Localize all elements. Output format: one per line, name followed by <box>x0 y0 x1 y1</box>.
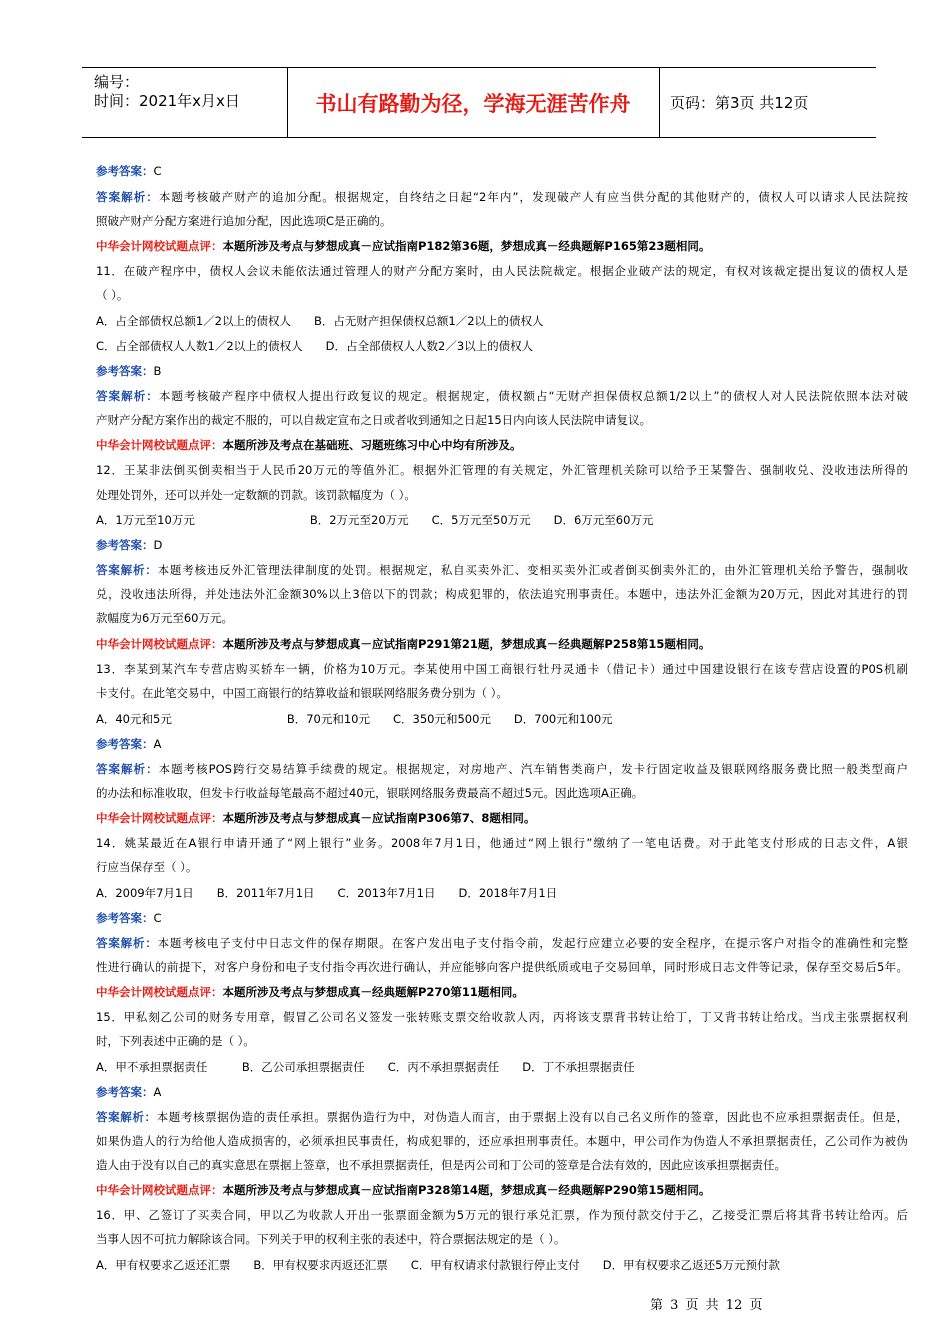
line-text: C <box>153 911 162 925</box>
text-line <box>96 909 162 927</box>
text-line <box>96 1181 710 1199</box>
line-text: 兑，没收违法所得，并处违法外汇金额30%以上3倍以下的罚款；构成犯罪的，依法追究刑事责任。本题中，违法外汇金额为20万元，因此对其进行的罚 <box>96 587 908 601</box>
line-text: A <box>153 1085 162 1099</box>
text-line <box>96 511 653 529</box>
line-text: A．甲不承担票据责任 B．乙公司承担票据责任 C．丙不承担票据责任 D．丁不承担票据责任 <box>96 1060 635 1074</box>
line-text: 的办法和标准收取，但发卡行收益每笔最高不超过40元，银联网络服务费最高不超过5元。因此选项A正确。 <box>96 786 644 800</box>
text-line <box>96 1206 908 1224</box>
text-line <box>96 934 908 952</box>
line-text: A．2009年7月1日 B．2011年7月1日 C．2013年7月1日 D．2018年7月1日 <box>96 886 558 900</box>
line-text: 本题考核票据伪造的责任承担。票据伪造行为中，对伪造人而言，由于票据上没有以自己名义所作的签章，因此也不应承担票据责任。但是， <box>156 1110 909 1124</box>
answer-label: 答案解析： <box>96 936 158 950</box>
text-line <box>96 809 535 827</box>
line-text: 时，下列表述中正确的是（ ）。 <box>96 1034 255 1048</box>
line-text: A．40元和5元 B．70元和10元 C．350元和500元 D．700元和100元 <box>96 712 613 726</box>
line-text: 当事人因不可抗力解除该合同。下列关于甲的权利主张的表述中，符合票据法规定的是（ ）。 <box>96 1232 566 1246</box>
line-text: A．占全部债权总额1／2以上的债权人 B．占无财产担保债权总额1／2以上的债权人 <box>96 314 544 328</box>
line-text: 本题考核破产财产的追加分配。根据规定，自终结之日起“2年内”，发现破产人有应当供分配的其他财产的，债权人可以请求人民法院按 <box>158 190 909 204</box>
text-line <box>96 237 710 255</box>
line-text: 本题所涉及考点与梦想成真－应试指南P306第7、8题相同。 <box>222 811 536 825</box>
answer-label: 参考答案： <box>96 1085 154 1099</box>
page-footer: 第 3 页 共 12 页 <box>650 1298 763 1313</box>
answer-label: 参考答案： <box>96 364 154 378</box>
text-line <box>96 286 128 304</box>
line-text: A．1万元至10万元 B．2万元至20万元 C．5万元至50万元 D．6万元至60万元 <box>96 513 654 527</box>
document-date: 时间：2021年x月x日 <box>94 92 240 110</box>
header-page-info: 页码：第3页 共12页 <box>670 94 809 112</box>
answer-label: 答案解析： <box>96 563 158 577</box>
text-line <box>96 337 533 355</box>
text-line <box>96 1132 908 1150</box>
line-text: A <box>153 737 162 751</box>
line-text: 13．李某到某汽车专营店购买轿车一辆，价格为10万元。李某使用中国工商银行牡丹灵通卡（借记卡）通过中国建设银行在该专营店设置的P0S机刷 <box>96 662 908 676</box>
line-text: 16．甲、乙签订了买卖合同，甲以乙为收款人开出一张票面金额为5万元的银行承兑汇票，作为预付款交付于乙，乙接受汇票后将其背书转让给丙。后 <box>96 1208 908 1222</box>
comment-label: 中华会计网校试题点评： <box>96 985 223 999</box>
answer-label: 答案解析： <box>96 1110 157 1124</box>
text-line <box>96 983 524 1001</box>
text-line <box>96 461 908 479</box>
line-text: 本题考核POS跨行交易结算手续费的规定。根据规定，对房地产、汽车销售类商户，发卡行固定收益及银联网络服务费比照一般类型商户 <box>158 762 909 776</box>
line-text: 本题所涉及考点与梦想成真－经典题解P270第11题相同。 <box>222 985 524 999</box>
text-line <box>96 1230 565 1248</box>
text-line <box>96 1256 780 1274</box>
line-text: 造人由于没有以自己的真实意思在票据上签章，也不承担票据责任，但是丙公司和丁公司的签章是合法有效的，因此应该承担票据责任。 <box>96 1158 786 1172</box>
text-line <box>96 858 197 876</box>
text-line <box>96 188 908 206</box>
text-line <box>96 387 908 405</box>
text-line <box>96 585 908 603</box>
answer-label: 参考答案： <box>96 164 154 178</box>
answer-label: 答案解析： <box>96 190 159 204</box>
line-text: A．甲有权要求乙返还汇票 B．甲有权要求丙返还汇票 C．甲有权请求付款银行停止支付 D．甲有权要求乙返还5万元预付款 <box>96 1258 780 1272</box>
line-text: 本题所涉及考点与梦想成真－应试指南P291第21题，梦想成真－经典题解P258第15题相同。 <box>222 637 711 651</box>
line-text: 14．姚某最近在A银行申请开通了“网上银行”业务。2008年7月1日，他通过“网上银行”缴纳了一笔电话费。对于此笔支付形成的日志文件，A银 <box>96 836 908 850</box>
comment-label: 中华会计网校试题点评： <box>96 811 223 825</box>
text-line <box>96 710 613 728</box>
text-line <box>96 684 508 702</box>
text-line <box>96 262 908 280</box>
line-text: 本题考核破产程序中债权人提出行政复议的规定。根据规定，债权额占“无财产担保债权总额1/2以上”的债权人对人民法院依照本法对破 <box>158 389 908 403</box>
line-text: 照破产财产分配方案进行追加分配，因此选项C是正确的。 <box>96 214 392 228</box>
text-line <box>96 958 908 976</box>
comment-label: 中华会计网校试题点评： <box>96 438 223 452</box>
text-line <box>96 784 643 802</box>
line-text: D <box>153 538 163 552</box>
header-motto: 书山有路勤为径，学海无涯苦作舟 <box>315 90 631 116</box>
text-line <box>96 760 908 778</box>
answer-label: 参考答案： <box>96 911 154 925</box>
text-line <box>96 834 908 852</box>
text-line <box>96 635 710 653</box>
line-text: 行应当保存至（ ）。 <box>96 860 198 874</box>
line-text: （ ）。 <box>96 288 129 302</box>
comment-label: 中华会计网校试题点评： <box>96 1183 223 1197</box>
text-line <box>96 312 544 330</box>
line-text: 本题所涉及考点与梦想成真－应试指南P182第36题，梦想成真－经典题解P165第23题相同。 <box>222 239 711 253</box>
line-text: 如果伪造人的行为给他人造成损害的，必须承担民事责任，构成犯罪的，还应承担刑事责任。本题中，甲公司作为伪造人不承担票据责任，乙公司作为被伪 <box>96 1134 908 1148</box>
text-line <box>96 486 416 504</box>
line-text: 款幅度为6万元至60万元。 <box>96 611 233 625</box>
header-divider <box>659 68 660 137</box>
comment-label: 中华会计网校试题点评： <box>96 239 223 253</box>
line-text: 12．王某非法倒买倒卖相当于人民币20万元的等值外汇。根据外汇管理的有关规定，外汇管理机关除可以给予王某警告、强制收兑、没收违法所得的 <box>96 463 908 477</box>
line-text: 产财产分配方案作出的裁定不服的，可以自裁定宣布之日或者收到通知之日起15日内向该人民法院申请复议。 <box>96 413 652 427</box>
line-text: 本题所涉及考点与梦想成真－应试指南P328第14题，梦想成真－经典题解P290第15题相同。 <box>222 1183 711 1197</box>
text-line <box>96 884 557 902</box>
text-line <box>96 212 392 230</box>
text-line <box>96 561 908 579</box>
header-meta <box>94 73 240 111</box>
text-line <box>96 1008 908 1026</box>
text-line <box>96 536 162 554</box>
text-line <box>96 362 161 380</box>
line-text: 本题考核违反外汇管理法律制度的处罚。根据规定，私自买卖外汇、变相买卖外汇或者倒买倒卖外汇的，由外汇管理机关给予警告，强制收 <box>157 563 908 577</box>
text-line <box>96 735 161 753</box>
line-text: 性进行确认的前提下，对客户身份和电子支付指令再次进行确认，并应能够向客户提供纸质或电子交易回单，同时形成日志文件等记录，保存至交易后5年。 <box>96 960 908 974</box>
answer-label: 参考答案： <box>96 538 154 552</box>
document-number-label: 编号： <box>94 73 140 91</box>
line-text: 11．在破产程序中，债权人会议未能依法通过管理人的财产分配方案时，由人民法院裁定。根据企业破产法的规定，有权对该裁定提出复议的债权人是 <box>96 264 908 278</box>
text-line <box>96 1083 161 1101</box>
text-line <box>96 411 651 429</box>
text-line <box>96 1108 908 1126</box>
text-line <box>96 1156 786 1174</box>
line-text: 本题考核电子支付中日志文件的保存期限。在客户发出电子支付指令前，发起行应建立必要的安全程序，在提示客户对指令的准确性和完整 <box>157 936 908 950</box>
line-text: 卡支付。在此笔交易中，中国工商银行的结算收益和银联网络服务费分别为（ ）。 <box>96 686 508 700</box>
line-text: 本题所涉及考点在基础班、习题班练习中心中均有所涉及。 <box>222 438 522 452</box>
answer-label: 答案解析： <box>96 762 159 776</box>
answer-label: 参考答案： <box>96 737 154 751</box>
text-line <box>96 660 908 678</box>
text-line <box>96 609 233 627</box>
page-header <box>82 67 876 138</box>
line-text: B <box>153 364 162 378</box>
text-line <box>96 1058 635 1076</box>
line-text: C．占全部债权人人数1／2以上的债权人 D．占全部债权人人数2／3以上的债权人 <box>96 339 534 353</box>
comment-label: 中华会计网校试题点评： <box>96 637 223 651</box>
line-text: C <box>153 164 162 178</box>
text-line <box>96 162 162 180</box>
text-line <box>96 1032 255 1050</box>
line-text: 处理处罚外，还可以并处一定数额的罚款。该罚款幅度为（ ）。 <box>96 488 416 502</box>
answer-label: 答案解析： <box>96 389 159 403</box>
text-line <box>96 436 522 454</box>
line-text: 15．甲私刻乙公司的财务专用章，假冒乙公司名义签发一张转账支票交给收款人丙，丙将该支票背书转让给丁，丁又背书转让给戊。当戊主张票据权利 <box>96 1010 908 1024</box>
